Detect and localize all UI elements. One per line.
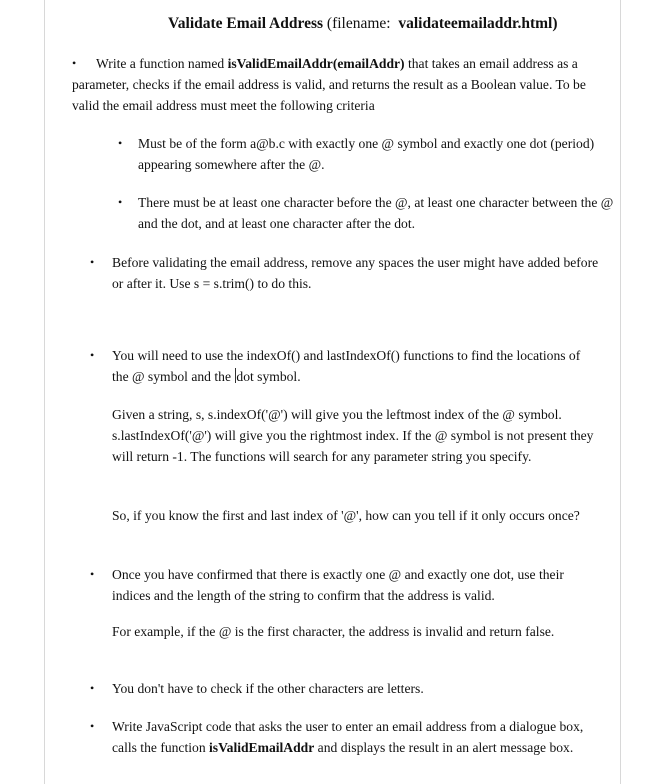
list-item-2: Before validating the email address, remove any spaces the user might have added before or after it. Use s = s.trim() to do this. bbox=[112, 255, 599, 291]
item6-function-name: isValidEmailAddr bbox=[209, 740, 315, 755]
item3-paragraph-1: Given a string, s, s.indexOf('@') will give you the leftmost index of the @ symbol. s.lastIndexOf('@') will give you the rightmost index. If the @ symbol is not present they will return -1. The functions will search for any parameter string you specify. bbox=[112, 407, 594, 464]
item3-pre: You will need to use the indexOf() and lastIndexOf() functions to find the locations of the @ symbol and the bbox=[112, 348, 581, 384]
item6-post: and displays the result in an alert message box. bbox=[314, 740, 574, 755]
item3-post: dot symbol. bbox=[236, 369, 301, 384]
bullet-item-4: • bbox=[90, 567, 95, 581]
item1-pre: Write a function named bbox=[96, 56, 228, 71]
list-item-5: You don't have to check if the other characters are letters. bbox=[112, 681, 424, 696]
list-item-1 bbox=[72, 53, 616, 116]
criteria-item-1: Must be of the form a@b.c with exactly one @ symbol and exactly one dot (period) appearing somewhere after the @. bbox=[138, 136, 595, 172]
item3-paragraph-2: So, if you know the first and last index of '@', how can you tell if it only occurs once? bbox=[112, 508, 580, 523]
page-title bbox=[168, 15, 558, 33]
item1-function-name: isValidEmailAddr(emailAddr) bbox=[227, 56, 405, 71]
bullet-item-1: • bbox=[72, 56, 77, 70]
list-item-3 bbox=[112, 345, 598, 387]
list-item-6 bbox=[112, 716, 608, 758]
bullet-sub-2: • bbox=[118, 195, 123, 209]
item6-pre: Write JavaScript code that asks the user to enter an email address from a dialogue box, calls the function bbox=[112, 719, 584, 755]
list-item-4: Once you have confirmed that there is exactly one @ and exactly one dot, use their indices and the length of the string to confirm that the address is valid. bbox=[112, 567, 564, 603]
bullet-item-5: • bbox=[90, 681, 95, 695]
title-filename-prefix: (filename: bbox=[326, 15, 391, 32]
item4-paragraph-1: For example, if the @ is the first character, the address is invalid and return false. bbox=[112, 624, 555, 639]
bullet-item-2: • bbox=[90, 255, 95, 269]
title-filename: validateemailaddr.html) bbox=[398, 15, 558, 32]
bullet-item-6: • bbox=[90, 719, 95, 733]
item1-post: that takes an email address as a parameter, checks if the email address is valid, and returns the result as a Boolean value. To be valid the email address must meet the following criteria bbox=[72, 56, 586, 113]
criteria-item-2: There must be at least one character before the @, at least one character between the @ and the dot, and at least one character after the dot. bbox=[138, 195, 614, 231]
bullet-sub-1: • bbox=[118, 136, 123, 150]
bullet-item-3: • bbox=[90, 348, 95, 362]
title-main: Validate Email Address bbox=[168, 15, 324, 32]
